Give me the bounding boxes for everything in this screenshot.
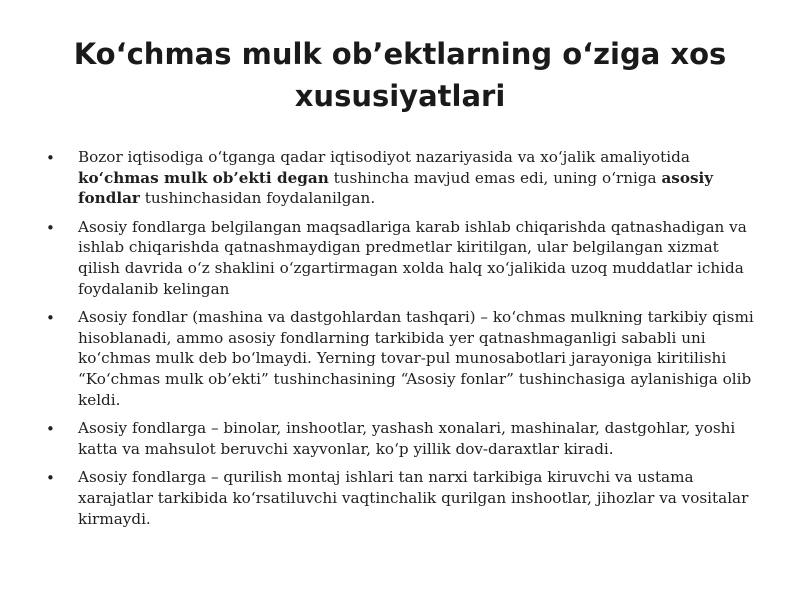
- bullet-item: [38, 307, 758, 410]
- bullet-dot-icon: •: [46, 469, 55, 488]
- bullet-dot-icon: •: [46, 149, 55, 167]
- bullet-text: Asosiy fondlarga belgilangan maqsadlariga karab ishlab chiqarishda qatnashadigan va ishlab chiqarishda qatnashmaydigan predmetlar kiritilgan, ular belgilangan xizmat qilish davrida o‘z shaklini o‘zgartirmagan xolda halq xo‘jalikida uzoq muddatlar ichida foydalanib kelingan: [78, 217, 747, 298]
- bullet-text-part: tushincha mavjud emas edi, uning o‘rniga: [328, 168, 662, 187]
- bullet-dot-icon: •: [46, 218, 55, 237]
- bullet-bold-term: ko‘chmas mulk ob’ekti degan: [78, 168, 329, 187]
- bullet-text-part: tushinchasidan foydalanilgan.: [139, 189, 376, 208]
- bullet-dot-icon: •: [46, 309, 55, 328]
- slide-title: Ko‘chmas mulk ob’ektlarning o‘ziga xos xususiyatlari: [73, 37, 727, 113]
- bullet-text: Asosiy fondlarga – qurilish montaj ishlari tan narxi tarkibiga kiruvchi va ustama xarajatlar tarkibida ko‘rsatiluvchi vaqtinchalik qurilgan inshootlar, jihozlar va vositalar kirmaydi.: [78, 468, 749, 528]
- bullet-item: [38, 418, 758, 459]
- bullet-item: [38, 147, 758, 209]
- bullet-text-part: Bozor iqtisodiga o‘tganga qadar iqtisodiyot nazariyasida va xo‘jalik amaliyotida: [78, 148, 690, 166]
- bullet-dot-icon: •: [46, 420, 55, 439]
- bullet-item: [38, 217, 758, 299]
- bullet-item: [38, 467, 758, 529]
- bullet-bold-term: asosiy fondlar: [78, 168, 714, 208]
- bullet-list: [38, 147, 758, 537]
- bullet-text: Asosiy fondlarga – binolar, inshootlar, yashash xonalari, mashinalar, dastgohlar, yoshi katta va mahsulot beruvchi xayvonlar, ko‘p yillik dov-daraxtlar kiradi.: [78, 419, 736, 458]
- bullet-text: Asosiy fondlar (mashina va dastgohlardan tashqari) – ko‘chmas mulkning tarkibiy qismi hisoblanadi, ammo asosiy fondlarning tarkibida yer qatnashmaganligi sababli uni ko‘chmas mulk deb bo‘lmaydi. Yerning tovar-pul munosabotlari jarayoniga kiritilishi “Ko‘chmas mulk ob’ekti” tushinchasining “Asosiy fonlar” tushinchasiga aylanishiga olib keldi.: [78, 308, 754, 409]
